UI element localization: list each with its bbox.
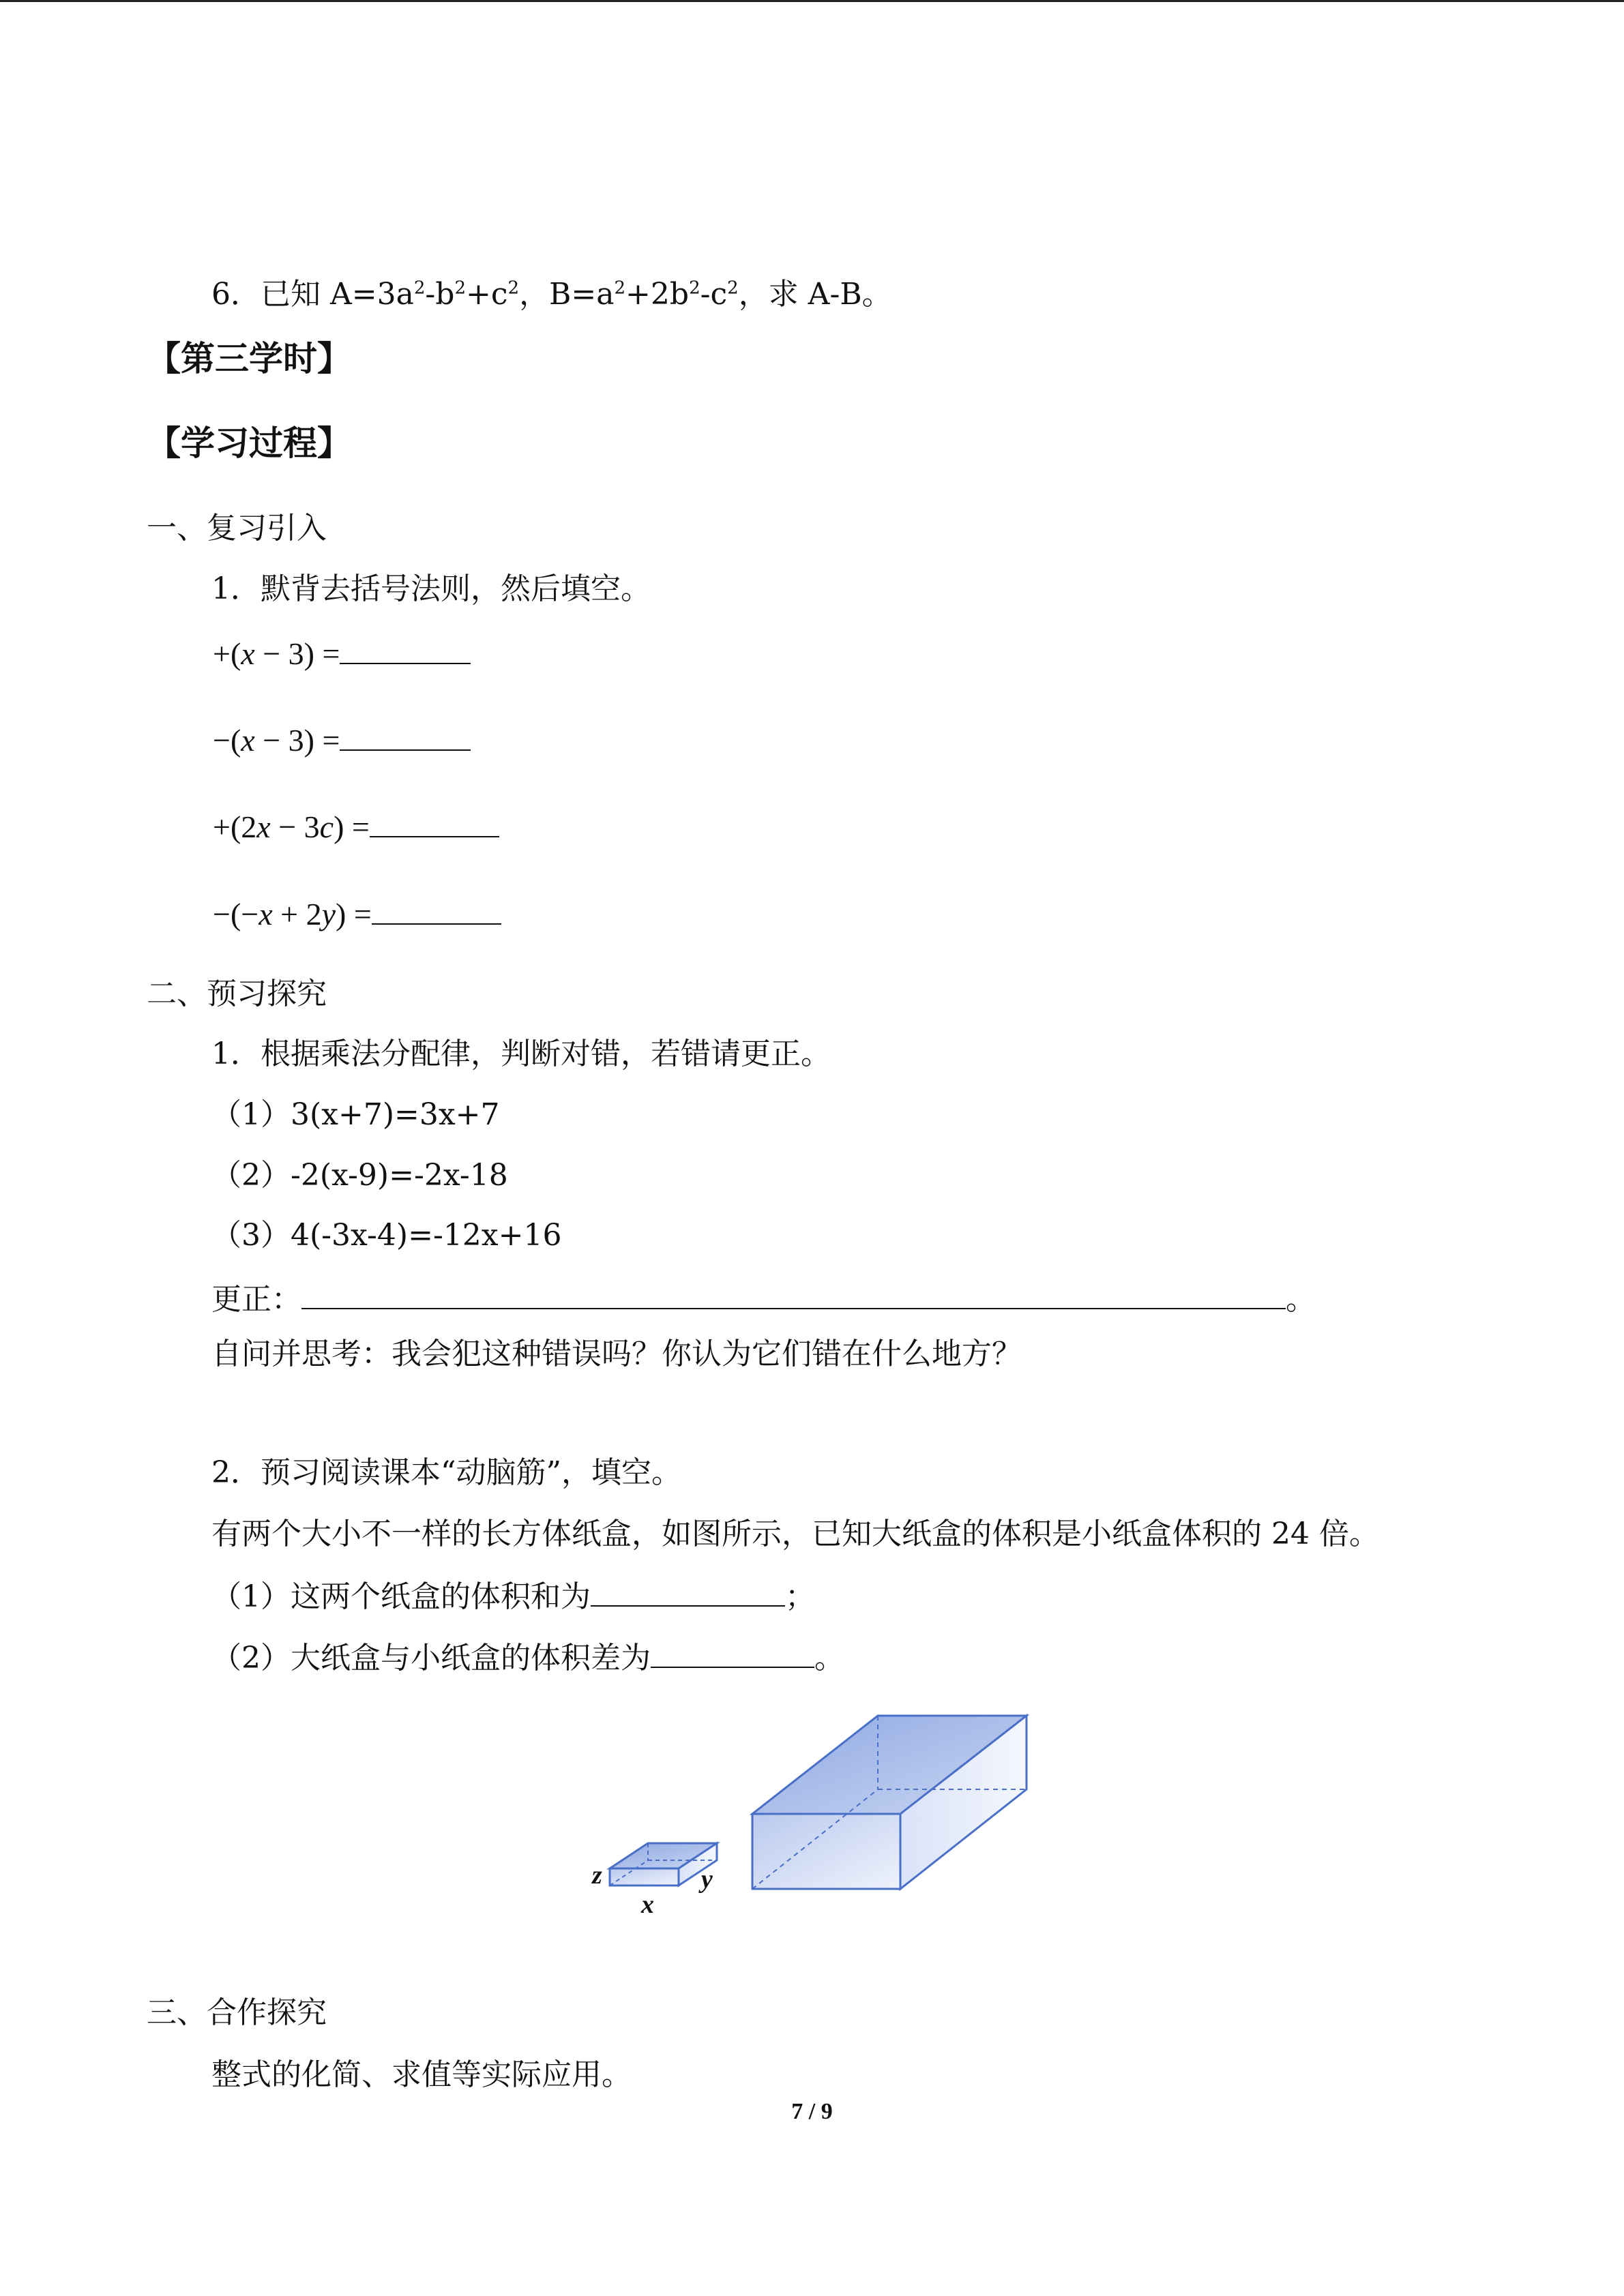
section3-title: 三、合作探究 bbox=[147, 1995, 327, 2030]
heading-third-period: 【第三学时】 bbox=[147, 339, 351, 378]
expr-rest: − 3) = bbox=[254, 723, 340, 758]
q-diff-end: 。 bbox=[814, 1641, 844, 1675]
expr-rest: − 3) = bbox=[254, 636, 340, 671]
section2-item2: 2．预习阅读课本“动脑筋”，填空。 bbox=[211, 1455, 681, 1490]
expr-var: c bbox=[319, 809, 334, 844]
correction-label: 更正： bbox=[211, 1282, 301, 1317]
correction-end: 。 bbox=[1286, 1282, 1316, 1317]
expr-rest: + 2 bbox=[272, 897, 322, 931]
expr-var: x bbox=[256, 809, 271, 844]
q6-sup: 2 bbox=[614, 278, 626, 299]
expr-sign: +(2 bbox=[213, 809, 257, 844]
box-description: 有两个大小不一样的长方体纸盒，如图所示，已知大纸盒的体积是小纸盒体积的 24 倍。 bbox=[211, 1517, 1379, 1551]
correction-blank[interactable] bbox=[301, 1278, 1286, 1309]
q6-tail: ，求 A-B。 bbox=[738, 277, 892, 312]
expr-var: x bbox=[241, 636, 255, 671]
q6-a-mid: -b bbox=[425, 277, 455, 312]
expr-rest: ) = bbox=[336, 897, 372, 931]
expr-sign: +( bbox=[213, 636, 241, 671]
q6-b-end: -c bbox=[700, 277, 728, 312]
expr-1 bbox=[213, 633, 471, 673]
section1-item1: 1．默背去括号法则，然后填空。 bbox=[211, 571, 651, 606]
answer-blank[interactable] bbox=[370, 806, 499, 837]
label-x: x bbox=[641, 1890, 654, 1919]
heading-learning-process: 【学习过程】 bbox=[147, 423, 351, 463]
correction-line bbox=[211, 1278, 1316, 1319]
expr-var: x bbox=[241, 723, 255, 758]
label-z: z bbox=[592, 1861, 602, 1890]
q-sum-end: ； bbox=[785, 1579, 815, 1614]
answer-blank[interactable] bbox=[340, 633, 471, 664]
section2-item1: 1．根据乘法分配律，判断对错，若错请更正。 bbox=[211, 1037, 831, 1071]
answer-blank[interactable] bbox=[340, 719, 471, 751]
top-rule bbox=[0, 0, 1624, 2]
reflect-text: 自问并思考：我会犯这种错误吗？你认为它们错在什么地方？ bbox=[211, 1337, 1022, 1371]
big-box bbox=[752, 1716, 1027, 1889]
q6-sup: 2 bbox=[689, 278, 700, 299]
section3-item: 整式的化简、求值等实际应用。 bbox=[211, 2057, 632, 2092]
sub-question-2: （2）-2(x-9)=-2x-18 bbox=[211, 1158, 508, 1193]
boxes-figure bbox=[580, 1705, 1044, 1930]
expr-3 bbox=[213, 806, 499, 846]
expr-var: y bbox=[321, 897, 336, 931]
q6-sup: 2 bbox=[727, 278, 739, 299]
expr-rest: − 3 bbox=[270, 809, 320, 844]
q6-a-end: +c bbox=[466, 277, 508, 312]
sub-question-3: （3）4(-3x-4)=-12x+16 bbox=[211, 1218, 562, 1253]
q6-sup: 2 bbox=[507, 278, 520, 299]
expr-var: x bbox=[259, 897, 273, 931]
diff-blank[interactable] bbox=[651, 1637, 814, 1668]
q6-b-mid: +2b bbox=[625, 277, 690, 312]
page-number: 7 / 9 bbox=[791, 2099, 833, 2124]
section2-title: 二、预习探究 bbox=[147, 976, 327, 1011]
q-diff-label: （2）大纸盒与小纸盒的体积差为 bbox=[211, 1641, 651, 1675]
q6-a-pre: A=3a bbox=[329, 277, 414, 312]
q6-sup: 2 bbox=[454, 278, 466, 299]
sub-question-1: （1）3(x+7)=3x+7 bbox=[211, 1097, 500, 1132]
answer-blank[interactable] bbox=[372, 893, 501, 925]
q6-sup: 2 bbox=[413, 278, 426, 299]
section1-title: 一、复习引入 bbox=[147, 511, 327, 546]
expr-rest: ) = bbox=[334, 809, 370, 844]
label-y: y bbox=[701, 1865, 713, 1894]
expr-sign: −( bbox=[213, 723, 241, 758]
sum-blank[interactable] bbox=[591, 1575, 785, 1607]
q6-number: 6．已知 bbox=[211, 277, 330, 312]
expr-sign: −(− bbox=[213, 897, 259, 931]
expr-2 bbox=[213, 719, 471, 760]
question-volume-sum bbox=[211, 1575, 815, 1616]
question-volume-diff bbox=[211, 1637, 844, 1678]
expr-4 bbox=[213, 893, 501, 934]
q-sum-label: （1）这两个纸盒的体积和为 bbox=[211, 1579, 591, 1614]
question-6 bbox=[211, 275, 892, 314]
q6-sep: ，B=a bbox=[519, 277, 615, 312]
